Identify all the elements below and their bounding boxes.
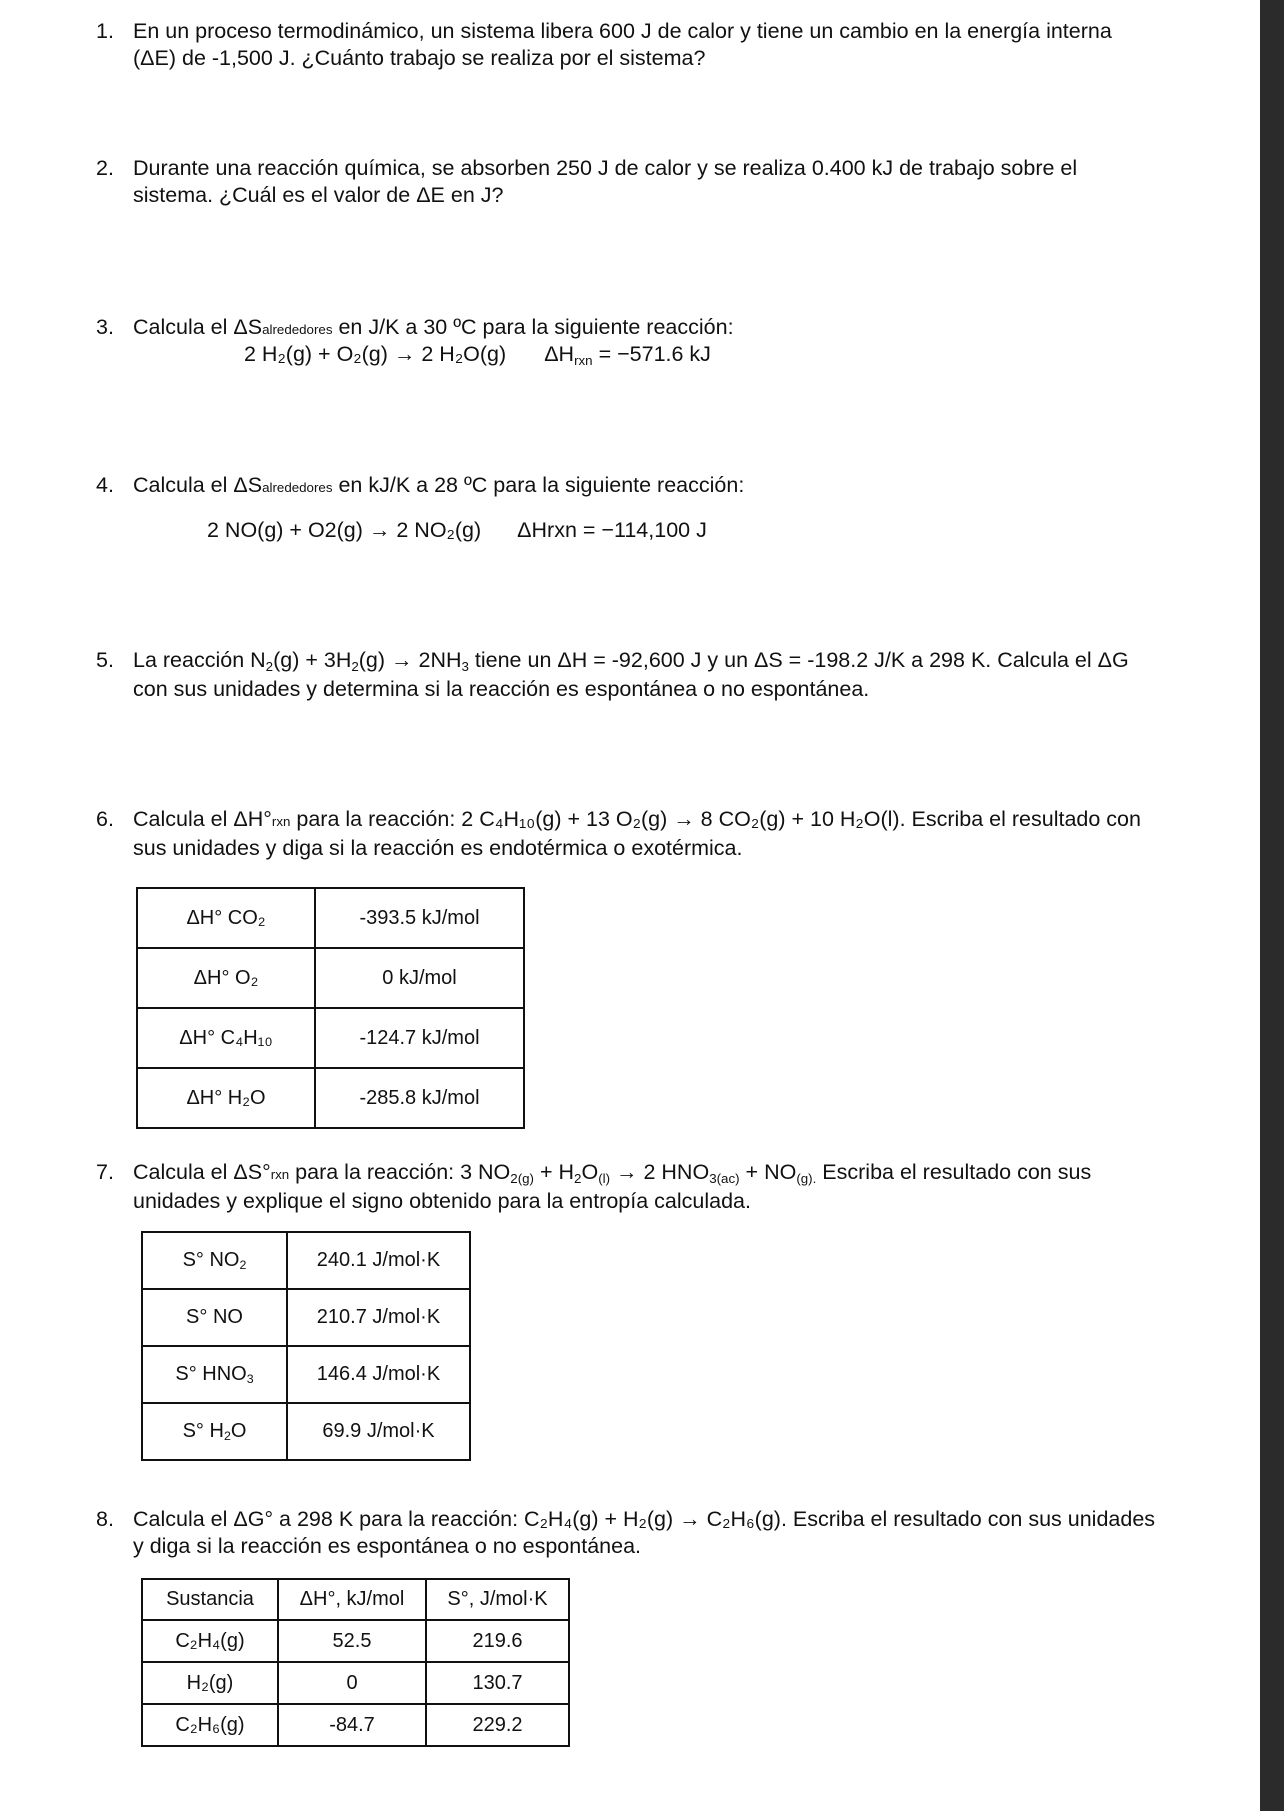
table-row: S° $HNO_3$ 146.4 J/mol·K [142,1346,470,1403]
question-text: y diga si la reacción es espontánea o no espontánea. [133,1534,642,1558]
table-row [137,1008,524,1068]
table-row [142,1620,569,1662]
table-cell: C₂H₆(g) [142,1704,278,1746]
table-cell: ΔH°, kJ/mol [278,1579,426,1620]
table-cell: ΔH° O₂ [137,948,315,1008]
question-3 [96,314,1246,343]
question-text: Calcula el ΔSalrededores en J/K a 30 ºC para la siguiente reacción: [133,315,734,339]
question-2 [96,155,1246,209]
question-text: La reacción $N_2(g) + 3H_2(g) \to 2NH_3$ tiene un ΔH = -92,600 J y un ΔS = -198.2 J/K a 298 K. Calcula el ΔG [133,648,1129,674]
table-cell: -124.7 kJ/mol [315,1008,524,1068]
question-text: con sus unidades y determina si la reacción es espontánea o no espontánea. [133,677,870,701]
table-q6 [136,887,525,1129]
question-5 [96,647,1246,703]
question-number: 8. [96,1507,114,1531]
question-number: 2. [96,156,114,180]
question-text: (ΔE) de -1,500 J. ¿Cuánto trabajo se realiza por el sistema? [133,46,706,70]
question-4 [96,472,1246,501]
table-row [137,1068,524,1128]
table-cell: 0 [278,1662,426,1704]
equation-3: 2 H₂(g) + O₂(g) → 2 H₂O(g) $\Delta H_{rxn} = -571.6$ kJ [244,342,711,368]
table-cell: -285.8 kJ/mol [315,1068,524,1128]
table-row [137,888,524,948]
table-row: S° NO 210.7 J/mol·K [142,1289,470,1346]
question-number: 4. [96,473,114,497]
question-number: 5. [96,648,114,672]
question-text: unidades y explique el signo obtenido para la entropía calculada. [133,1189,751,1213]
table-cell: 229.2 [426,1704,569,1746]
table-cell: 0 kJ/mol [315,948,524,1008]
table-q7 [141,1231,471,1461]
question-number: 7. [96,1160,114,1184]
table-cell: 146.4 J/mol·K [287,1346,470,1403]
question-7 [96,1159,1246,1215]
table-cell: -84.7 [278,1704,426,1746]
question-text: En un proceso termodinámico, un sistema libera 600 J de calor y tiene un cambio en la energía interna [133,19,1112,43]
table-cell: C₂H₄(g) [142,1620,278,1662]
table-cell: Sustancia [142,1579,278,1620]
table-cell: 52.5 [278,1620,426,1662]
question-1 [96,18,1246,72]
question-text: Calcula el ΔSalrededores en kJ/K a 28 ºC para la siguiente reacción: [133,473,745,497]
table-cell: H₂(g) [142,1662,278,1704]
table-q8 [141,1578,570,1747]
table-cell: 210.7 J/mol·K [287,1289,470,1346]
table-cell: -393.5 kJ/mol [315,888,524,948]
table-row [142,1662,569,1704]
equation-4: 2 NO(g) + O2(g) → 2 NO₂(g) ΔHrxn = −114,100 J [207,518,707,542]
question-6 [96,806,1246,862]
question-text: Calcula el ΔS°rxn para la reacción: 3 $NO_{2(g)} + H_2O_{(l)} \to 2$ $HNO_{3(ac)} + NO_{(g).}$ Escriba el resultado con sus [133,1160,1092,1186]
question-number: 6. [96,807,114,831]
question-text: Durante una reacción química, se absorben 250 J de calor y se realiza 0.400 kJ de trabajo sobre el [133,156,1078,180]
table-cell: S°, J/mol·K [426,1579,569,1620]
table-cell: ΔH° C₄H₁₀ [137,1008,315,1068]
table-cell: 240.1 J/mol·K [287,1232,470,1289]
question-number: 1. [96,19,114,43]
table-row [142,1704,569,1746]
question-text: sus unidades y diga si la reacción es endotérmica o exotérmica. [133,836,743,860]
question-8 [96,1506,1246,1560]
question-number: 3. [96,315,114,339]
table-header-row [142,1579,569,1620]
table-row: S° $NO_2$ 240.1 J/mol·K [142,1232,470,1289]
table-row: S° $H_2O$ 69.9 J/mol·K [142,1403,470,1460]
table-cell: 130.7 [426,1662,569,1704]
question-text: Calcula el ΔH°rxn para la reacción: 2 C₄H₁₀(g) + 13 O₂(g) → 8 CO₂(g) + 10 H₂O(l). Escriba el resultado con [133,807,1141,831]
question-text: sistema. ¿Cuál es el valor de ΔE en J? [133,183,504,207]
right-edge-bar [1260,0,1284,1811]
table-cell: ΔH° CO₂ [137,888,315,948]
table-cell: ΔH° H₂O [137,1068,315,1128]
question-text: Calcula el ΔG° a 298 K para la reacción: C₂H₄(g) + H₂(g) → C₂H₆(g). Escriba el resultado con sus unidades [133,1507,1156,1531]
table-cell: 219.6 [426,1620,569,1662]
table-row [137,948,524,1008]
table-cell: 69.9 J/mol·K [287,1403,470,1460]
